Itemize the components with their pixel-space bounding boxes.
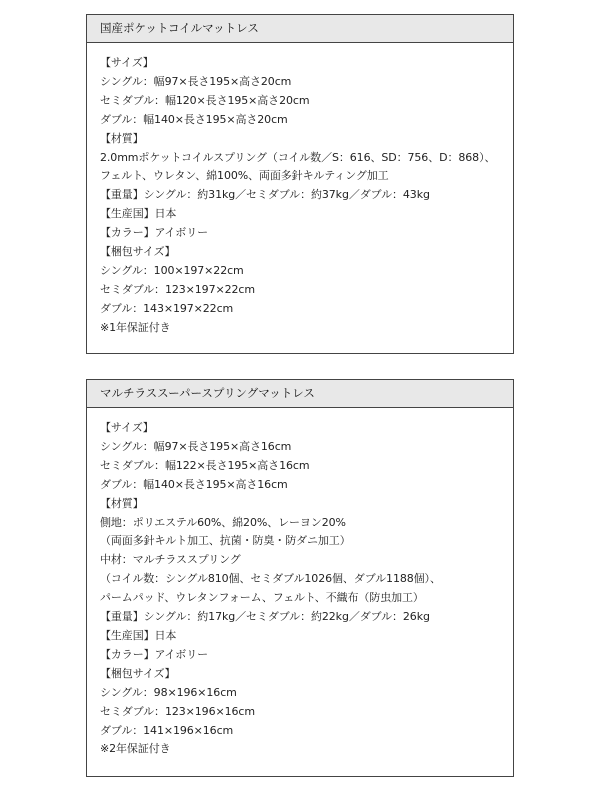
spec-line-material: 中材：マルチラススプリング — [100, 553, 241, 567]
spec-heading-package-size: 【梱包サイズ】 — [100, 245, 176, 259]
spec-line-weight: 【重量】シングル：約17kg／セミダブル：約22kg／ダブル：26kg — [100, 610, 430, 624]
spec-heading-package-size: 【梱包サイズ】 — [100, 666, 176, 680]
spec-line-origin: 【生産国】日本 — [100, 628, 177, 642]
spec-line-material: パームパッド、ウレタンフォーム、フェルト、不織布（防虫加工） — [100, 591, 424, 605]
spec-heading-size: 【サイズ】 — [100, 56, 154, 69]
spec-line-size-double: ダブル：幅140×長さ195×高さ16cm — [100, 477, 288, 491]
spec-line-weight: 【重量】シングル：約31kg／セミダブル：約37kg／ダブル：43kg — [100, 188, 430, 202]
spec-line-package-semidouble: セミダブル：123×196×16cm — [100, 704, 255, 718]
spec-line-size-single: シングル：幅97×長さ195×高さ16cm — [100, 439, 292, 453]
spec-line-warranty: ※2年保証付き — [100, 742, 171, 756]
spec-line-warranty: ※1年保証付き — [100, 320, 171, 334]
spec-line-material: （両面多針キルト加工、抗菌・防臭・防ダニ加工） — [100, 534, 351, 548]
spec-line-package-single: シングル：98×196×16cm — [100, 685, 237, 699]
spec-line-size-double: ダブル：幅140×長さ195×高さ20cm — [100, 112, 288, 126]
spec-line-package-single: シングル：100×197×22cm — [100, 263, 244, 277]
spec-line-size-single: シングル：幅97×長さ195×高さ20cm — [100, 74, 292, 88]
spec-line-material: 側地：ポリエステル60%、綿20%、レーヨン20% — [100, 515, 346, 529]
spec-line-package-semidouble: セミダブル：123×197×22cm — [100, 282, 255, 296]
spec-line-size-semidouble: セミダブル：幅120×長さ195×高さ20cm — [100, 93, 310, 107]
spec-box-body — [87, 408, 513, 759]
spec-line-material: 2.0mmポケットコイルスプリング（コイル数／S：616、SD：756、D：868）、 — [100, 150, 496, 164]
spec-line-color: 【カラー】アイボリー — [100, 647, 209, 661]
spec-box-title: マルチラススーパースプリングマットレス — [87, 380, 513, 408]
spec-box-title: 国産ポケットコイルマットレス — [87, 15, 513, 43]
spec-box-pocket-coil — [86, 14, 514, 354]
spec-line-size-semidouble: セミダブル：幅122×長さ195×高さ16cm — [100, 458, 310, 472]
spec-heading-size: 【サイズ】 — [100, 421, 154, 434]
spec-line-material: （コイル数：シングル810個、セミダブル1026個、ダブル1188個）、 — [100, 572, 441, 586]
spec-line-package-double: ダブル：141×196×16cm — [100, 723, 234, 737]
spec-heading-material: 【材質】 — [100, 496, 144, 510]
spec-box-body — [87, 43, 513, 338]
spec-heading-material: 【材質】 — [100, 131, 144, 145]
spec-line-package-double: ダブル：143×197×22cm — [100, 301, 234, 315]
spec-line-color: 【カラー】アイボリー — [100, 226, 209, 240]
spec-line-origin: 【生産国】日本 — [100, 207, 177, 221]
spec-box-multi-spring — [86, 379, 514, 777]
spec-line-material: フェルト、ウレタン、綿100%、両面多針キルティング加工 — [100, 169, 389, 183]
